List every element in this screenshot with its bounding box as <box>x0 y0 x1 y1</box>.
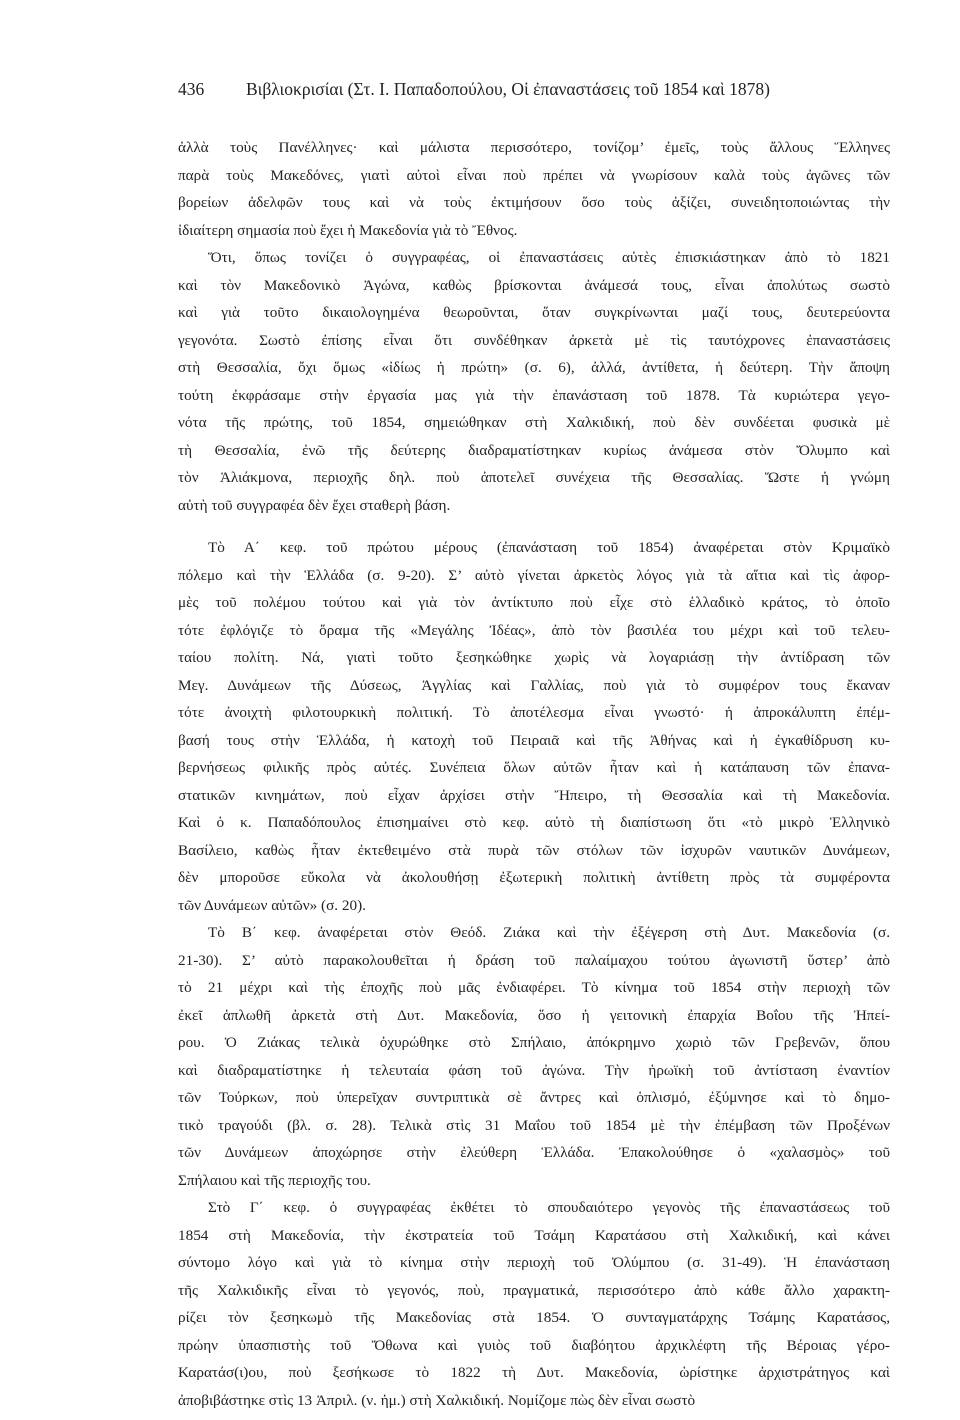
paragraph <box>178 1194 890 1414</box>
text-line: τῶν Δυνάμεων αὐτῶν» (σ. 20). <box>178 896 366 914</box>
text-line: καὶ τὸν Μακεδονικὸ Ἀγώνα, καθὼς βρίσκονται ἀνάμεσά τους, εἶναι ἀπολύτως σωστὸ <box>178 276 890 294</box>
text-line: τὸν Ἁλιάκμονα, περιοχῆς δηλ. ποὺ ἀποτελεῖ συνέχεια τῆς Θεσσαλίας. Ὥστε ἡ γνώμη <box>178 469 890 486</box>
text-line: τότε ἐφλόγιζε τὸ ὅραμα τῆς «Μεγάλης Ἰδέας», ἀπὸ τὸν βασιλέα του μέχρι καὶ τοῦ τελευ- <box>178 621 890 639</box>
text-line: στατικῶν κινημάτων, ποὺ εἶχαν ἀρχίσει στὴν Ἤπειρο, τὴ Θεσσαλία καὶ τὴ Μακεδονία. <box>178 786 890 804</box>
paragraph <box>178 534 890 919</box>
text-line: βασή τους στὴν Ἑλλάδα, ἡ κατοχὴ τοῦ Πειραιᾶ καὶ τῆς Ἀθήνας καὶ ἡ ἐγκαθίδρυση κυ- <box>178 731 890 749</box>
text-line: ρίζει τὸν ξεσηκωμὸ τῆς Μακεδονίας στὰ 1854. Ὁ συνταγματάρχης Τσάμης Καρατάσος, <box>178 1309 890 1326</box>
paragraph <box>178 134 890 244</box>
text-line: πρώην ὑπασπιστὴς τοῦ Ὄθωνα καὶ γυιὸς τοῦ διαβόητου ἀρχικλέφτη τῆς Βέροιας γέρο- <box>178 1336 890 1354</box>
text-line: τὸ 21 μέχρι καὶ τὴς ἐποχῆς ποὺ μᾶς ἐνδιαφέρει. Τὸ κίνημα τοῦ 1854 στὴν περιοχὴ τῶν <box>178 979 890 996</box>
text-line: βερνήσεως φιλικῆς πρὸς αὐτές. Συνέπεια ὅλων αὐτῶν ἦταν καὶ ἡ κατάπαυση τῶν ἐπανα- <box>178 759 890 776</box>
text-line: ταίου πολίτη. Νά, γιατὶ τοῦτο ξεσηκώθηκε χωρὶς νὰ λογαριάσῃ τὴν ἀντίδραση τῶν <box>178 649 890 666</box>
text-line: παρὰ τοὺς Μακεδόνες, γιατὶ αὐτοὶ εἶναι ποὺ πρέπει νὰ γνωρίσουν καλὰ τοὺς ἀγῶνες τῶν <box>178 166 890 184</box>
text-line: Τὸ Α΄ κεφ. τοῦ πρώτου μέρους (ἐπανάσταση τοῦ 1854) ἀναφέρεται στὸν Κριμαϊκὸ <box>208 539 890 556</box>
text-line: τότε ἀνοιχτὴ φιλοτουρκικὴ πολιτική. Τὸ ἀποτέλεσμα εἶναι γνωστό· ἡ ἀπροκάλυπτη ἐπέμ- <box>178 704 890 721</box>
text-line: μὲς τοῦ πολέμου τούτου καὶ γιὰ τὸν ἀντίκτυπο ποὺ εἶχε στὸ ἑλλαδικὸ κράτος, τὸ ὁποῖο <box>178 594 890 611</box>
text-line: δὲν μποροῦσε εὔκολα νὰ ἀκολουθήσῃ ἐξωτερικὴ πολιτικὴ ἀντίθετη πρὸς τὰ συμφέροντα <box>178 869 890 886</box>
text-line: Ὅτι, ὅπως τονίζει ὁ συγγραφέας, οἱ ἐπαναστάσεις αὐτὲς ἐπισκιάστηκαν ἀπὸ τὸ 1821 <box>208 249 890 266</box>
text-line: ἀλλὰ τοὺς Πανέλληνες· καὶ μάλιστα περισσότερο, τονίζομ’ ἐμεῖς, τοὺς ἄλλους Ἕλληνες <box>178 139 890 156</box>
text-line: Στὸ Γ΄ κεφ. ὁ συγγραφέας ἐκθέτει τὸ σπουδαιότερο γεγονὸς τῆς ἐπαναστάσεως τοῦ <box>208 1199 890 1216</box>
text-line: τούτη ἐκφράσαμε στὴν ἐργασία μας γιὰ τὴν ἐπανάσταση τοῦ 1878. Τὰ κυριώτερα γεγο- <box>178 386 890 404</box>
text-line: ρου. Ὁ Ζιάκας τελικὰ ὀχυρώθηκε στὸ Σπήλαιο, ἀπόκρημνο χωριὸ τῶν Γρεβενῶν, ὅπου <box>178 1034 890 1051</box>
text-line: ἐκεῖ ἁπλωθῆ ἀρκετὰ στὴ Δυτ. Μακεδονία, ὅσο ἡ γειτονικὴ ἐπαρχία Βοΐου τῆς Ἠπεί- <box>178 1006 890 1024</box>
running-header <box>178 74 890 104</box>
text-line: στὴ Θεσσαλία, ὄχι ὅμως «ἰδίως ἡ πρώτη» (σ. 6), ἀλλά, ἀντίθετα, ἡ δεύτερη. Τὴν ἄποψη <box>178 359 890 376</box>
text-line: Βασίλειο, καθὼς ἦταν ἐκτεθειμένο στὰ πυρὰ τῶν στόλων τῶν ἰσχυρῶν ναυτικῶν Δυνάμεων, <box>178 841 890 859</box>
text-line: τὴ Θεσσαλία, ἐνῶ τῆς δεύτερης διαδραματίστηκαν κυρίως ἀνάμεσα στὸν Ὄλυμπο καὶ <box>178 441 890 459</box>
text-line: τῶν Δυνάμεων ἀποχώρησε στὴν ἐλεύθερη Ἑλλάδα. Ἐπακολούθησε ὁ «χαλασμὸς» τοῦ <box>178 1144 890 1161</box>
text-line: αὐτὴ τοῦ συγγραφέα δὲν ἔχει σταθερὴ βάση. <box>178 496 451 514</box>
text-line: τῆς Χαλκιδικῆς εἶναι τὸ γεγονός, ποὺ, πραγματικά, περισσότερο ἀπὸ κάθε ἄλλο χαρακτη- <box>178 1281 890 1299</box>
paragraph <box>178 244 890 519</box>
paragraph <box>178 919 890 1194</box>
text-line: πόλεμο καὶ τὴν Ἑλλάδα (σ. 9-20). Σ’ αὐτὸ γίνεται ἀρκετὸς λόγος γιὰ τὰ αἴτια καὶ τὶς ἀφορ- <box>178 566 890 584</box>
running-title: Βιβλιοκρισίαι (Στ. Ι. Παπαδοπούλου, Οἱ ἐπαναστάσεις τοῦ 1854 καὶ 1878) <box>246 79 770 99</box>
text-line: 21-30). Σ’ αὐτὸ παρακολουθεῖται ἡ δράση τοῦ παλαίμαχου τούτου ἀγωνιστῆ ὕστερ’ ἀπὸ <box>178 951 890 969</box>
page-number: 436 <box>178 79 205 99</box>
text-line: Καρατάσ(ι)ου, ποὺ ξεσήκωσε τὸ 1822 τὴ Δυτ. Μακεδονία, ὡρίστηκε ἀρχιστράτηγος καὶ <box>178 1364 890 1381</box>
text-line: Σπήλαιου καὶ τῆς περιοχῆς του. <box>178 1171 371 1189</box>
text-line: καὶ γιὰ τοῦτο δικαιολογημένα θεωροῦνται, ὅταν συγκρίνωνται μαζί τους, δευτερεύοντα <box>178 304 890 321</box>
text-line: 1854 στὴ Μακεδονία, τὴν ἐκστρατεία τοῦ Τσάμη Καρατάσου στὴ Χαλκιδική, καὶ κάνει <box>178 1226 890 1244</box>
text-line: τῶν Τούρκων, ποὺ ὑπερεῖχαν συντριπτικὰ σὲ ἄντρες καὶ ὁπλισμό, ἐξύμνησε καὶ τὸ δημο- <box>178 1089 890 1106</box>
text-line: νότα τῆς πρώτης, τοῦ 1854, σημειώθηκαν στὴ Χαλκιδική, ποὺ δὲν συνδέεται φυσικὰ μὲ <box>178 414 890 431</box>
text-line: ἀποβιβάστηκε στὶς 13 Ἀπριλ. (ν. ἡμ.) στὴ Χαλκιδική. Νομίζομε πὼς δὲν εἶναι σωστὸ <box>178 1391 696 1409</box>
text-line: σύντομο λόγο καὶ γιὰ τὸ κίνημα στὴν περιοχὴ τοῦ Ὀλύμπου (σ. 31-49). Ἡ ἐπανάσταση <box>178 1254 890 1271</box>
text-line: Καὶ ὁ κ. Παπαδόπουλος ἐπισημαίνει στὸ κεφ. αὐτὸ τὴ διαπίστωση ὅτι «τὸ μικρὸ Ἑλληνικὸ <box>178 814 890 831</box>
text-line: Τὸ Β΄ κεφ. ἀναφέρεται στὸν Θεόδ. Ζιάκα καὶ τὴν ἐξέγερση στὴ Δυτ. Μακεδονία (σ. <box>208 924 890 941</box>
document-page <box>178 74 890 1414</box>
text-line: γεγονότα. Σωστὸ ἐπίσης εἶναι ὅτι συνδέθηκαν ἀρκετὰ μὲ τὶς ταυτόχρονες ἐπαναστάσεις <box>178 331 890 349</box>
text-line: ἰδιαίτερη σημασία ποὺ ἔχει ἡ Μακεδονία γιὰ τὸ Ἔθνος. <box>178 221 518 239</box>
body-text <box>178 134 890 1414</box>
text-line: βορείων ἀδελφῶν τους καὶ νὰ τοὺς ἐκτιμήσουν ὅσο τοὺς ἀξίζει, συνειδητοποιώντας τὴν <box>178 194 890 211</box>
text-line: Μεγ. Δυνάμεων τῆς Δύσεως, Ἀγγλίας καὶ Γαλλίας, ποὺ γιὰ τὸ συμφέρον τους ἔκαναν <box>178 676 890 694</box>
text-line: καὶ διαδραματίστηκε ἡ τελευταία φάση τοῦ ἀγώνα. Τὴν ἡρωϊκὴ τοῦ ἀντίσταση ἐναντίον <box>178 1061 890 1079</box>
text-line: τικὸ τραγούδι (βλ. σ. 28). Τελικὰ στὶς 31 Μαΐου τοῦ 1854 μὲ τὴν ἐπέμβαση τῶν Προξένων <box>178 1116 890 1134</box>
